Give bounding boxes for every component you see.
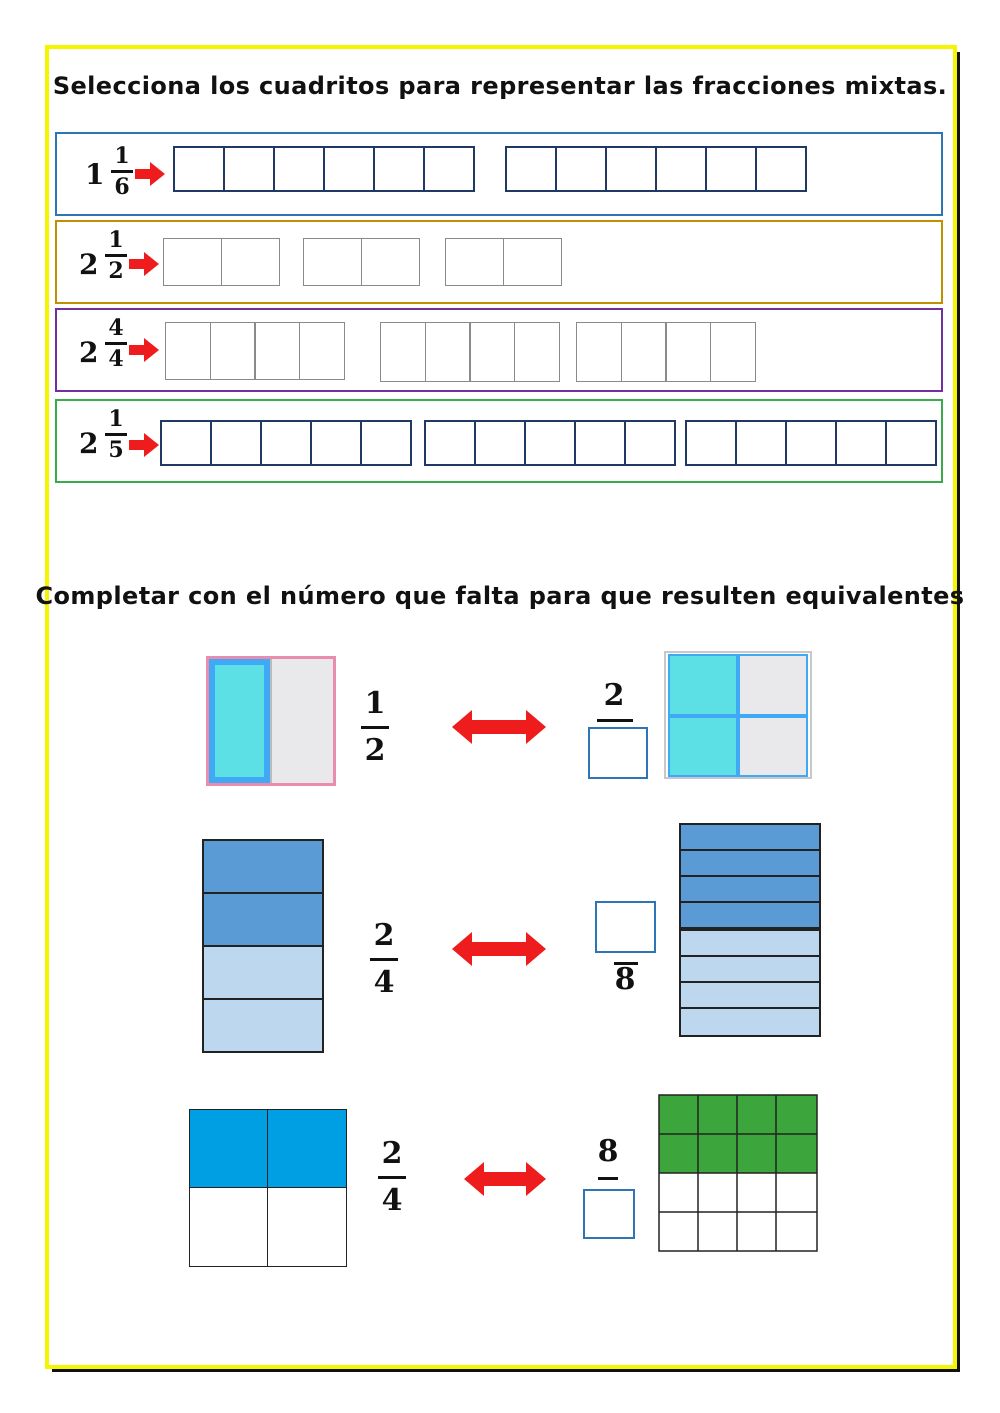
fourths-model-part — [202, 998, 324, 1053]
left-fraction — [355, 684, 395, 771]
grid-cell[interactable] — [576, 322, 622, 382]
grid-cell[interactable] — [210, 420, 262, 466]
grid-cell[interactable] — [373, 146, 425, 192]
eighths-model-part — [679, 823, 821, 851]
grid-cell[interactable] — [323, 146, 375, 192]
grid-cell[interactable] — [165, 322, 211, 380]
mixed-row-3 — [55, 308, 943, 392]
unit-group-2 — [380, 322, 560, 382]
arrow-right-icon — [129, 252, 159, 276]
denominator: 4 — [373, 965, 395, 1000]
grid-cell[interactable] — [423, 146, 475, 192]
grid-cell[interactable] — [360, 420, 412, 466]
whole-number: 2 — [79, 248, 99, 281]
section1-title: Selecciona los cuadritos para representar las fracciones mixtas. — [52, 72, 948, 100]
unit-group-1 — [165, 322, 345, 380]
grid-cell[interactable] — [574, 420, 626, 466]
grid-cell[interactable] — [710, 322, 756, 382]
eighths-model-part — [679, 955, 821, 983]
fraction-bar — [598, 1177, 618, 1180]
grid-cell[interactable] — [254, 322, 300, 380]
whole-number: 1 — [85, 158, 105, 191]
grid-cell[interactable] — [361, 238, 420, 286]
grid-cell[interactable] — [163, 238, 222, 286]
grid-cell[interactable] — [160, 420, 212, 466]
whole-number: 2 — [79, 336, 99, 369]
grid-cell[interactable] — [705, 146, 757, 192]
arrow-right-icon — [129, 433, 159, 457]
fourths-model-part — [202, 945, 324, 1000]
double-arrow-icon — [452, 932, 546, 966]
grid-cell[interactable] — [210, 322, 256, 380]
double-arrow-icon — [464, 1162, 546, 1196]
square-model-part — [189, 1187, 269, 1267]
grid-cell[interactable] — [555, 146, 607, 192]
grid-cell[interactable] — [273, 146, 325, 192]
grid-cell[interactable] — [260, 420, 312, 466]
grid-cell[interactable] — [310, 420, 362, 466]
answer-input-denominator[interactable] — [588, 727, 648, 779]
arrow-right-icon — [135, 162, 165, 186]
half-model-divider — [270, 659, 272, 783]
mixed-row-1 — [55, 132, 943, 216]
right-denominator: 8 — [614, 962, 636, 997]
grid-cell[interactable] — [624, 420, 676, 466]
mixed-row-4 — [55, 399, 943, 483]
quarter-cell — [738, 716, 808, 777]
fraction — [109, 142, 135, 201]
unit-group-1 — [163, 238, 280, 286]
unit-group-1 — [160, 420, 412, 466]
unit-group-3 — [576, 322, 756, 382]
grid-cell[interactable] — [514, 322, 560, 382]
grid-cell[interactable] — [221, 238, 280, 286]
grid-cell[interactable] — [655, 146, 707, 192]
eighths-model-part — [679, 901, 821, 929]
numerator: 1 — [364, 686, 386, 721]
numerator: 2 — [381, 1136, 403, 1171]
grid-cell[interactable] — [755, 146, 807, 192]
answer-input-denominator[interactable] — [583, 1189, 635, 1239]
grid-drawing — [658, 1094, 818, 1252]
numerator: 1 — [108, 406, 124, 432]
grid-cell[interactable] — [685, 420, 737, 466]
unit-group-2 — [505, 146, 807, 192]
unit-group-1 — [173, 146, 475, 192]
grid-cell[interactable] — [605, 146, 657, 192]
sixteenths-grid — [658, 1094, 818, 1252]
right-numerator: 2 — [603, 678, 625, 713]
square-model-part — [267, 1187, 347, 1267]
grid-cell[interactable] — [505, 146, 557, 192]
quarter-cell-shaded — [668, 654, 738, 716]
half-model-shaded — [209, 659, 270, 783]
grid-cell[interactable] — [380, 322, 426, 382]
grid-cell[interactable] — [474, 420, 526, 466]
square-model-part — [267, 1109, 347, 1189]
unit-group-3 — [685, 420, 937, 466]
mixed-row-2 — [55, 220, 943, 304]
fraction — [103, 226, 129, 285]
left-fraction — [364, 916, 404, 1003]
unit-group-2 — [303, 238, 420, 286]
numerator: 2 — [373, 918, 395, 953]
numerator: 1 — [114, 143, 130, 169]
grid-cell[interactable] — [621, 322, 667, 382]
right-numerator: 8 — [597, 1134, 619, 1169]
left-fraction — [372, 1134, 412, 1221]
grid-cell[interactable] — [299, 322, 345, 380]
eighths-model-part — [679, 1007, 821, 1037]
unit-group-2 — [424, 420, 676, 466]
unit-group-3 — [445, 238, 562, 286]
eighths-model-part — [679, 875, 821, 903]
grid-cell[interactable] — [303, 238, 362, 286]
arrow-right-icon — [129, 338, 159, 362]
grid-cell[interactable] — [223, 146, 275, 192]
grid-cell[interactable] — [425, 322, 471, 382]
numerator: 1 — [108, 227, 124, 253]
eighths-model-part — [679, 929, 821, 957]
denominator: 4 — [381, 1183, 403, 1218]
quarter-cell-shaded — [668, 716, 738, 777]
quarter-cell — [738, 654, 808, 716]
denominator: 2 — [108, 257, 124, 284]
grid-cell[interactable] — [503, 238, 562, 286]
grid-cell[interactable] — [835, 420, 887, 466]
grid-cell[interactable] — [173, 146, 225, 192]
fraction-bar — [597, 719, 633, 722]
grid-cell[interactable] — [469, 322, 515, 382]
denominator: 5 — [108, 436, 124, 463]
eighths-model-part — [679, 849, 821, 877]
fraction — [103, 314, 129, 373]
denominator: 4 — [108, 345, 124, 372]
fourths-model-part — [202, 839, 324, 894]
eighths-model-part — [679, 981, 821, 1009]
double-arrow-icon — [452, 710, 546, 744]
square-model-part — [189, 1109, 269, 1189]
grid-cell[interactable] — [524, 420, 576, 466]
grid-cell[interactable] — [445, 238, 504, 286]
grid-cell[interactable] — [424, 420, 476, 466]
answer-input-numerator[interactable] — [595, 901, 656, 953]
grid-cell[interactable] — [785, 420, 837, 466]
fourths-model-part — [202, 892, 324, 947]
grid-cell[interactable] — [885, 420, 937, 466]
grid-cell[interactable] — [665, 322, 711, 382]
grid-cell[interactable] — [735, 420, 787, 466]
numerator: 4 — [108, 315, 124, 341]
section2-title: Completar con el número que falta para que resulten equivalentes — [35, 582, 965, 610]
whole-number: 2 — [79, 427, 99, 460]
denominator: 6 — [114, 173, 130, 200]
denominator: 2 — [364, 733, 386, 768]
fraction — [103, 405, 129, 464]
